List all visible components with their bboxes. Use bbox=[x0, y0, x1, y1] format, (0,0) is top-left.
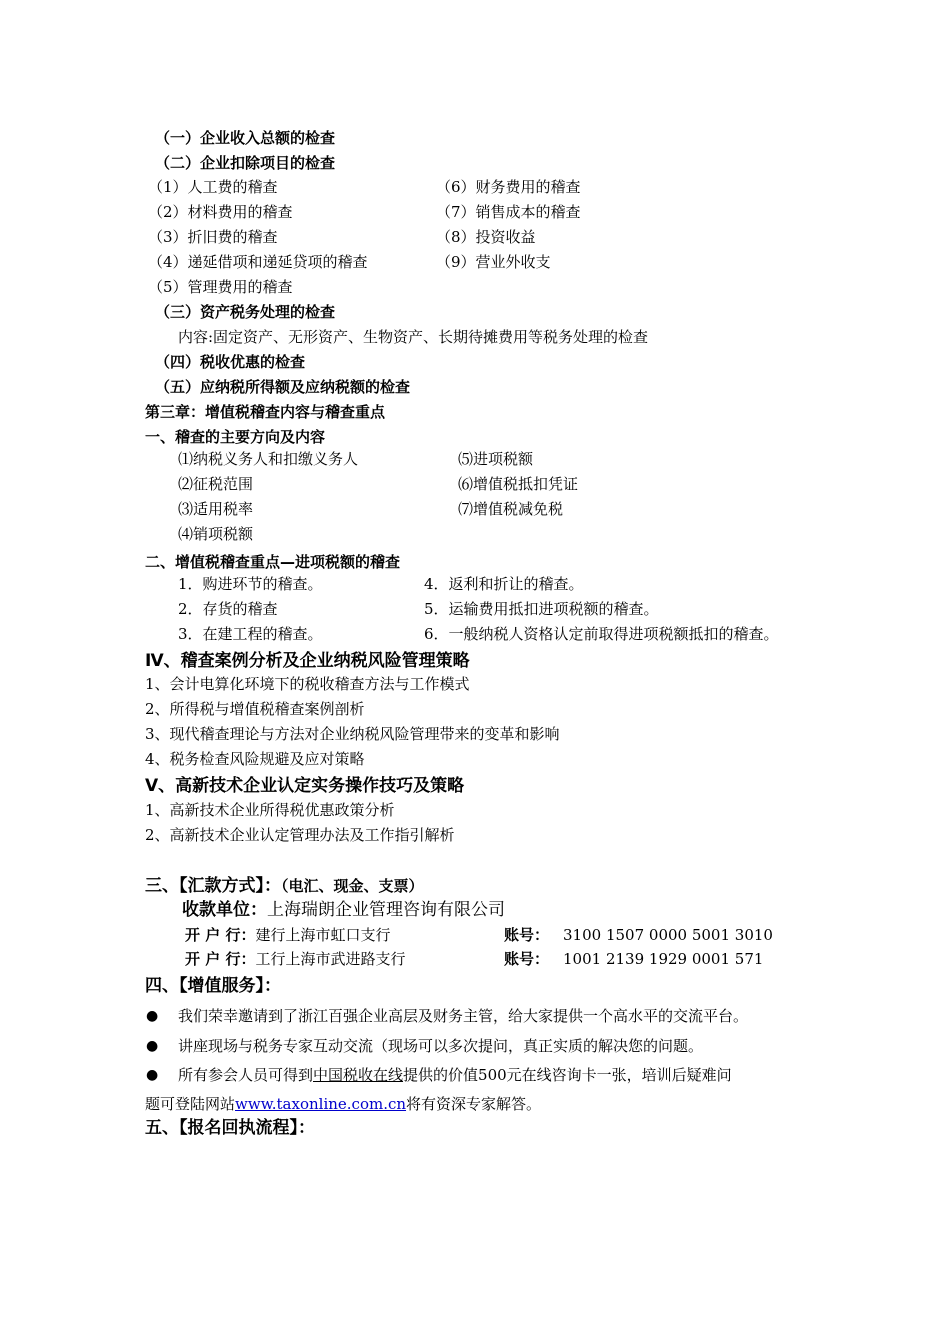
chapter-title: 第三章：增值税稽查内容与稽查重点 bbox=[145, 403, 386, 421]
bullet-icon: ● bbox=[146, 1067, 159, 1083]
bank-label: 开 户 行： bbox=[185, 950, 256, 968]
list-item: ⑺增值税减免税 bbox=[458, 500, 564, 518]
list-item: （6）财务费用的稽查 bbox=[436, 178, 581, 196]
service-item-continued bbox=[145, 1094, 541, 1114]
list-item: 5．运输费用抵扣进项税额的稽查。 bbox=[424, 600, 659, 618]
asset-tax-content: 内容:固定资产、无形资产、生物资产、长期待摊费用等税务处理的检查 bbox=[178, 328, 649, 346]
payee-label: 收款单位： bbox=[182, 900, 267, 920]
account-number: 1001 2139 1929 0001 571 bbox=[563, 950, 764, 968]
payee-name: 上海瑞朗企业管理咨询有限公司 bbox=[267, 900, 505, 920]
account-row bbox=[504, 925, 773, 945]
list-item: （9）营业外收支 bbox=[436, 253, 551, 271]
bank-row bbox=[185, 949, 405, 969]
part-title: Ⅳ、稽查案例分析及企业纳税风险管理策略 bbox=[145, 651, 470, 671]
bank-name: 建行上海市虹口支行 bbox=[255, 926, 391, 944]
list-item: （5）管理费用的稽查 bbox=[148, 278, 293, 296]
service-text: 提供的价值500元在线咨询卡一张，培训后疑难问 bbox=[403, 1066, 732, 1084]
remit-note: （电汇、现金、支票） bbox=[281, 877, 424, 895]
heading-deduction-items: （二）企业扣除项目的检查 bbox=[155, 154, 336, 172]
list-item: 2、所得税与增值税稽查案例剖析 bbox=[145, 700, 365, 718]
list-item: ⑹增值税抵扣凭证 bbox=[458, 475, 579, 493]
account-number: 3100 1507 0000 5001 3010 bbox=[563, 926, 773, 944]
service-text: 题可登陆网站 bbox=[145, 1095, 236, 1113]
list-item: 4、税务检查风险规避及应对策略 bbox=[145, 750, 365, 768]
service-text: 将有资深专家解答。 bbox=[406, 1095, 542, 1113]
list-item: （2）材料费用的稽查 bbox=[148, 203, 293, 221]
list-item: 6．一般纳税人资格认定前取得进项税额抵扣的稽查。 bbox=[424, 625, 779, 643]
list-item: （7）销售成本的稽查 bbox=[436, 203, 581, 221]
bank-label: 开 户 行： bbox=[185, 926, 256, 944]
account-label: 账号： bbox=[504, 950, 550, 968]
list-item: 4．返利和折让的稽查。 bbox=[424, 575, 584, 593]
service-text: 所有参会人员可得到 bbox=[178, 1066, 314, 1084]
bank-row bbox=[185, 925, 390, 945]
service-item: 讲座现场与税务专家互动交流（现场可以多次提问，真正实质的解决您的问题。 bbox=[178, 1037, 704, 1055]
remit-heading bbox=[145, 876, 424, 896]
taxonline-link[interactable]: 中国税收在线 bbox=[313, 1066, 404, 1084]
website-link[interactable]: www.taxonline.com.cn bbox=[235, 1095, 407, 1113]
list-item: 2、高新技术企业认定管理办法及工作指引解析 bbox=[145, 826, 455, 844]
account-label: 账号： bbox=[504, 926, 550, 944]
heading-taxable-income: （五）应纳税所得额及应纳税额的检查 bbox=[155, 378, 411, 396]
bullet-icon: ● bbox=[146, 1008, 159, 1024]
heading-income-total: （一）企业收入总额的检查 bbox=[155, 129, 336, 147]
list-item: 1、高新技术企业所得税优惠政策分析 bbox=[145, 801, 395, 819]
list-item: 2．存货的稽查 bbox=[178, 600, 278, 618]
list-item: ⑴纳税义务人和扣缴义务人 bbox=[178, 450, 359, 468]
heading-tax-incentives: （四）税收优惠的检查 bbox=[155, 353, 306, 371]
remit-title: 三、【汇款方式】： bbox=[145, 876, 281, 896]
service-item bbox=[178, 1065, 732, 1085]
signup-title: 五、【报名回执流程】： bbox=[145, 1118, 315, 1138]
payee-row bbox=[182, 900, 505, 920]
list-item: ⑷销项税额 bbox=[178, 525, 254, 543]
list-item: ⑵征税范围 bbox=[178, 475, 254, 493]
list-item: 1．购进环节的稽查。 bbox=[178, 575, 323, 593]
account-row bbox=[504, 949, 763, 969]
list-item: （3）折旧费的稽查 bbox=[148, 228, 278, 246]
heading-asset-tax: （三）资产税务处理的检查 bbox=[155, 303, 336, 321]
bank-name: 工行上海市武进路支行 bbox=[255, 950, 406, 968]
section-title: 二、增值税稽查重点—进项税额的稽查 bbox=[145, 553, 401, 571]
service-title: 四、【增值服务】： bbox=[145, 976, 281, 996]
service-item: 我们荣幸邀请到了浙江百强企业高层及财务主管，给大家提供一个高水平的交流平台。 bbox=[178, 1007, 749, 1025]
list-item: （1）人工费的稽查 bbox=[148, 178, 278, 196]
list-item: （4）递延借项和递延贷项的稽查 bbox=[148, 253, 368, 271]
list-item: ⑶适用税率 bbox=[178, 500, 254, 518]
part-title: Ⅴ、高新技术企业认定实务操作技巧及策略 bbox=[145, 776, 465, 796]
section-title: 一、稽查的主要方向及内容 bbox=[145, 428, 326, 446]
list-item: 1、会计电算化环境下的税收稽查方法与工作模式 bbox=[145, 675, 470, 693]
bullet-icon: ● bbox=[146, 1038, 159, 1054]
list-item: 3．在建工程的稽查。 bbox=[178, 625, 323, 643]
list-item: ⑸进项税额 bbox=[458, 450, 534, 468]
list-item: 3、现代稽查理论与方法对企业纳税风险管理带来的变革和影响 bbox=[145, 725, 560, 743]
list-item: （8）投资收益 bbox=[436, 228, 536, 246]
